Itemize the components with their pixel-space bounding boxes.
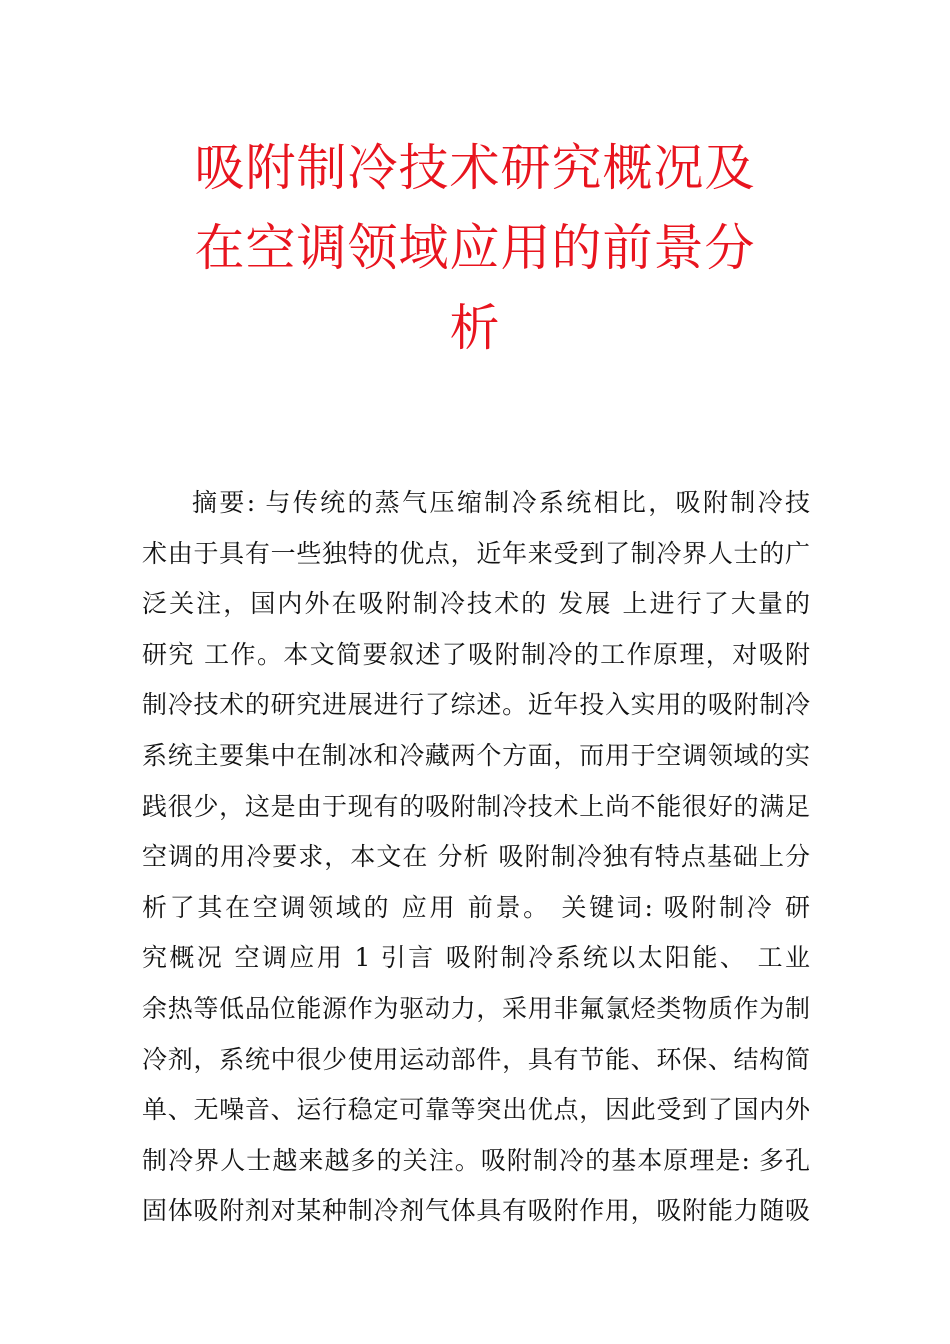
body-line: 制冷技术的研究进展进行了综述。近年投入实用的吸附制冷: [142, 690, 810, 720]
body-line: 研究 工作。本文简要叙述了吸附制冷的工作原理，对吸附: [142, 639, 810, 669]
title-line: 吸附制冷技术研究概况及: [194, 139, 756, 197]
title-line: 析: [449, 299, 501, 357]
body-line: 术由于具有一些独特的优点，近年来受到了制冷界人士的广: [142, 538, 810, 568]
title-line: 在空调领域应用的前景分: [194, 219, 756, 277]
body-line: 系统主要集中在制冰和冷藏两个方面，而用于空调领域的实: [142, 740, 810, 770]
body-line: 析了其在空调领域的 应用 前景。 关键词: 吸附制冷 研: [142, 892, 810, 922]
body-line: 究概况 空调应用 1 引言 吸附制冷系统以太阳能、 工业: [142, 943, 810, 973]
document-title: [140, 128, 810, 368]
body-line: 空调的用冷要求，本文在 分析 吸附制冷独有特点基础上分: [142, 842, 810, 872]
body-line: 单、无噪音、运行稳定可靠等突出优点，因此受到了国内外: [142, 1095, 810, 1125]
body-line: 余热等低品位能源作为驱动力，采用非氟氯烃类物质作为制: [142, 993, 810, 1023]
body-line: 制冷界人士越来越多的关注。吸附制冷的基本原理是: 多孔: [142, 1145, 810, 1175]
body-line: 冷剂，系统中很少使用运动部件，具有节能、环保、结构简: [142, 1044, 810, 1074]
abstract-body: [142, 478, 810, 1237]
body-line: 摘要: 与传统的蒸气压缩制冷系统相比，吸附制冷技: [192, 488, 810, 517]
body-line: 践很少，这是由于现有的吸附制冷技术上尚不能很好的满足: [142, 791, 810, 821]
body-line: 固体吸附剂对某种制冷剂气体具有吸附作用，吸附能力随吸: [142, 1196, 810, 1226]
body-line: 泛关注，国内外在吸附制冷技术的 发展 上进行了大量的: [142, 589, 810, 619]
